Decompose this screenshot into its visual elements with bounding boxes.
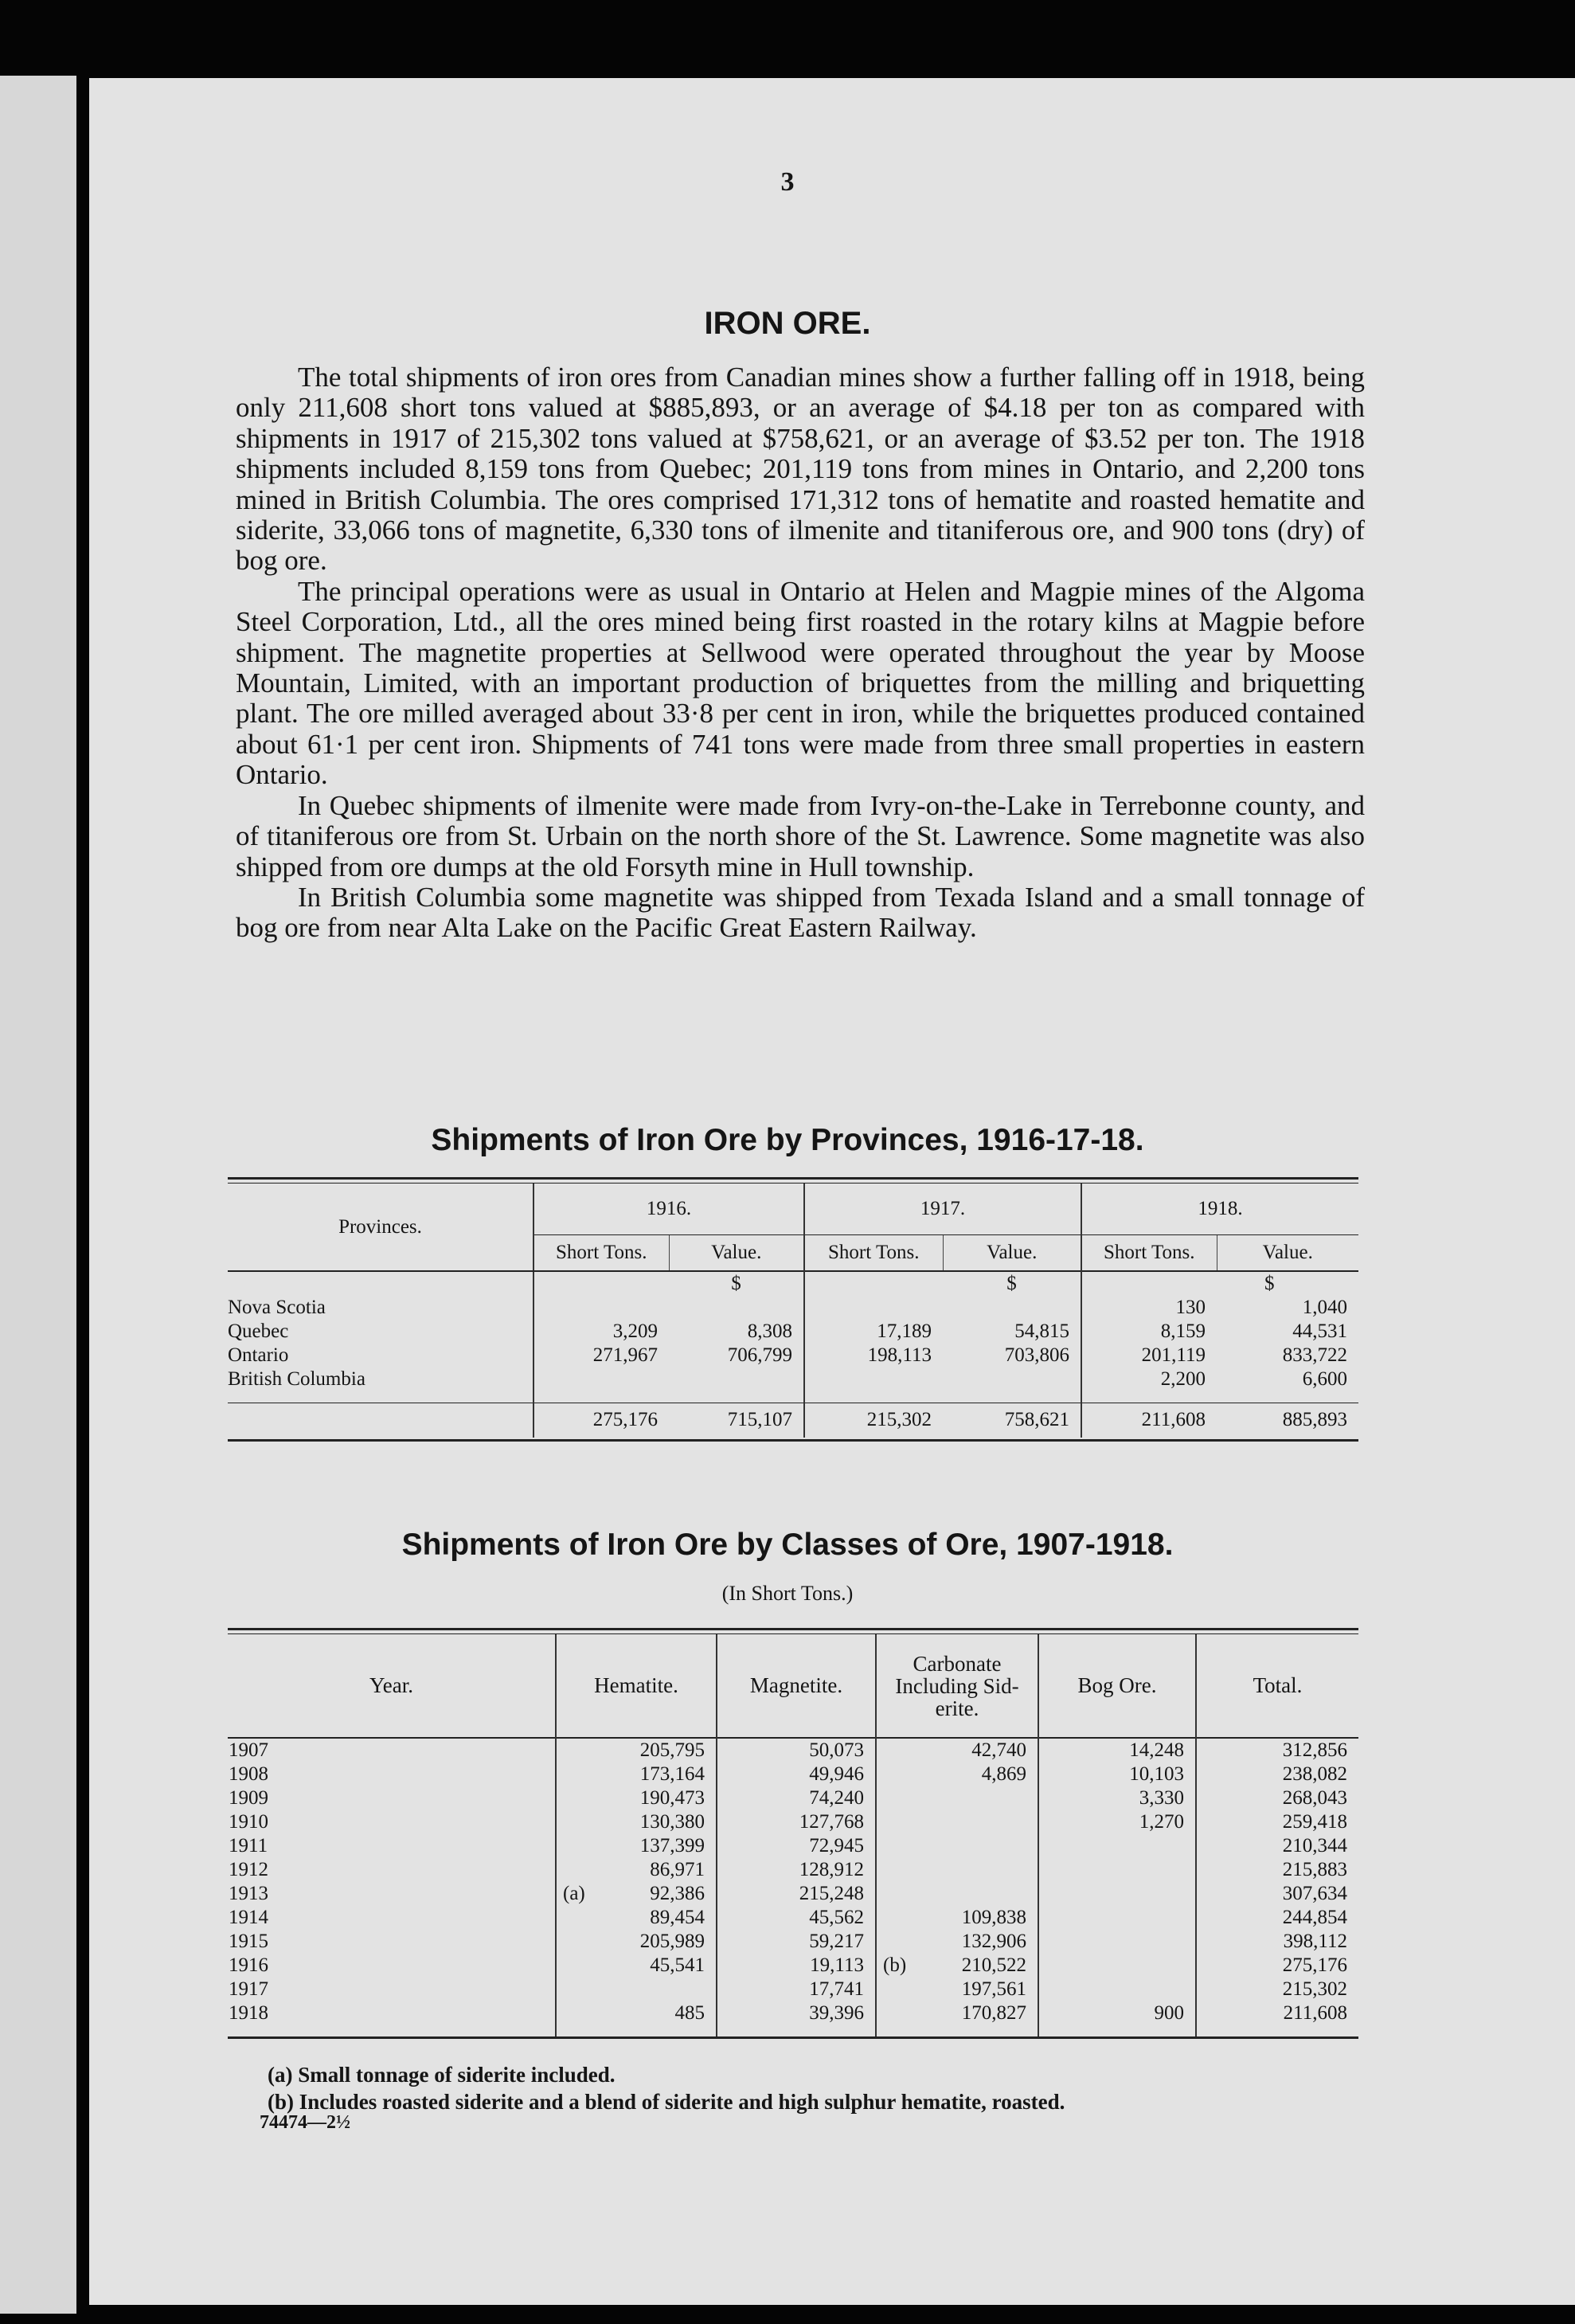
table2-footnote-marker-b: (b)	[883, 1954, 907, 1976]
table1-row	[228, 1320, 1358, 1344]
table2-year-value: 1907	[229, 1739, 268, 1761]
table2-total	[1196, 1810, 1358, 1834]
table2-row	[228, 1882, 1358, 1906]
table2-year	[228, 1738, 556, 1763]
table1-tons-1917	[804, 1296, 943, 1320]
table2-total-value: 215,883	[1282, 1859, 1347, 1880]
table1	[228, 1177, 1358, 1442]
table2-bog-ore-value: 3,330	[1139, 1787, 1184, 1809]
table2-row	[228, 1906, 1358, 1930]
table2-year	[228, 1858, 556, 1882]
table2-carbonate-value: 42,740	[971, 1739, 1026, 1761]
table2-carbonate	[876, 1763, 1038, 1786]
table2-year-value: 1914	[229, 1907, 268, 1928]
table2-hematite	[556, 1810, 717, 1834]
table2-hematite-value: 86,971	[650, 1859, 705, 1880]
table2-carbonate	[876, 1930, 1038, 1954]
table2-magnetite-value: 19,113	[810, 1954, 864, 1976]
table2-year	[228, 1834, 556, 1858]
table1-tons-1916	[533, 1296, 669, 1320]
table2-year	[228, 1882, 556, 1906]
table2-total-value: 307,634	[1282, 1883, 1347, 1904]
table1-total-row	[228, 1403, 1358, 1438]
table2-year	[228, 1810, 556, 1834]
table1-tons-1916: 3,209	[533, 1320, 669, 1344]
table2-carbonate	[876, 2001, 1038, 2025]
table1-sub-value-1918: Value.	[1262, 1241, 1313, 1263]
table2-total	[1196, 2001, 1358, 2025]
table2-hematite	[556, 1858, 717, 1882]
table2-carbonate-value: 197,561	[961, 1978, 1026, 2000]
table2-year-value: 1910	[229, 1811, 268, 1833]
table1-tons-1916: 271,967	[533, 1344, 669, 1367]
section-heading: IRON ORE.	[704, 306, 871, 341]
table1-value-1918: 44,531	[1292, 1320, 1347, 1342]
table2-row	[228, 1763, 1358, 1786]
table1-title: Shipments of Iron Ore by Provinces, 1916-17-18.	[431, 1123, 1144, 1157]
table1-tons-1918: 201,119	[1081, 1344, 1217, 1367]
table2-hematite-value: 130,380	[639, 1811, 705, 1833]
table1-value-1916	[669, 1367, 804, 1391]
table2-magnetite-value: 45,562	[809, 1907, 864, 1928]
table2-year-value: 1908	[229, 1763, 268, 1785]
table2-carbonate-value: 4,869	[981, 1763, 1026, 1785]
table2-row	[228, 1834, 1358, 1858]
table2-header-year: Year.	[369, 1673, 413, 1697]
table2-hematite-value: 89,454	[650, 1907, 705, 1928]
table2-carbonate	[876, 1738, 1038, 1763]
table1-dollar-1918: $	[1264, 1273, 1275, 1294]
table2-carbonate	[876, 1882, 1038, 1906]
paragraph-4: In British Columbia some magnetite was shipped from Texada Island and a small tonnage of bog ore from near Alta Lake on the Pacific Great Eastern Railway.	[236, 881, 1365, 944]
paragraph-3: In Quebec shipments of ilmenite were made from Ivry-on-the-Lake in Terrebonne county, and of titaniferous ore from St. Urbain on the north shore of the St. Lawrence. Some magnetite was also shipped from ore dumps at the old Forsyth mine in Hull township.	[236, 789, 1365, 882]
table2-total-value: 275,176	[1282, 1954, 1347, 1976]
table2-year-value: 1916	[229, 1954, 268, 1976]
table1-province-label: Ontario	[228, 1344, 289, 1366]
table2-hematite	[556, 1738, 717, 1763]
table2-total	[1196, 1954, 1358, 1978]
table2-magnetite	[717, 1906, 876, 1930]
table2-bog-ore-value: 900	[1154, 2002, 1184, 2024]
table1-grid	[228, 1184, 1358, 1438]
footnote-b: (b) Includes roasted siderite and a blend of siderite and high sulphur hematite, roasted.	[268, 2090, 1065, 2114]
table1-value-1917: 703,806	[1004, 1344, 1069, 1366]
table2-carbonate	[876, 1954, 1038, 1978]
table2-hematite	[556, 1954, 717, 1978]
table2-bog-ore	[1038, 1930, 1196, 1954]
table2-year-value: 1918	[229, 2002, 268, 2024]
table1-row	[228, 1296, 1358, 1320]
table1-province-label: Nova Scotia	[228, 1297, 326, 1318]
table2-carbonate	[876, 1858, 1038, 1882]
table1-value-1918: 1,040	[1302, 1297, 1347, 1318]
table2-magnetite	[717, 1930, 876, 1954]
table2-hematite-value: 205,795	[639, 1739, 705, 1761]
table1-tons-1916	[533, 1367, 669, 1391]
table1-tons-1918: 8,159	[1081, 1320, 1217, 1344]
table2-bog-ore	[1038, 1858, 1196, 1882]
table2-bog-ore	[1038, 1834, 1196, 1858]
table2-hematite-value: 485	[674, 2002, 705, 2024]
table1-value-1918: 833,722	[1282, 1344, 1347, 1366]
table2-year-value: 1913	[229, 1883, 268, 1904]
table1-sub-tons-1917: Short Tons.	[804, 1234, 943, 1271]
table2-hematite	[556, 1786, 717, 1810]
table2-magnetite-value: 50,073	[809, 1739, 864, 1761]
table2-hematite	[556, 1978, 717, 2001]
table1-sub-value-1916: Value.	[711, 1241, 762, 1263]
table2-magnetite	[717, 1858, 876, 1882]
table2-row	[228, 1978, 1358, 2001]
table1-total-tons-1916: 275,176	[533, 1403, 669, 1438]
table2-total-value: 211,608	[1283, 2002, 1347, 2024]
table2-total-value: 210,344	[1282, 1835, 1347, 1856]
table2	[228, 1628, 1358, 2039]
table2-hematite	[556, 1834, 717, 1858]
table1-tons-1918: 2,200	[1081, 1367, 1217, 1391]
table2-year	[228, 1930, 556, 1954]
table2-carbonate	[876, 1906, 1038, 1930]
table2-grid	[228, 1634, 1358, 2036]
table2-total	[1196, 1858, 1358, 1882]
table2-row	[228, 1954, 1358, 1978]
body-text	[236, 362, 1365, 944]
table2-row	[228, 2001, 1358, 2025]
table2-magnetite-value: 128,912	[799, 1859, 864, 1880]
table1-value-1917: 54,815	[1014, 1320, 1069, 1342]
table2-year-value: 1911	[229, 1835, 268, 1856]
table2-bog-ore	[1038, 1954, 1196, 1978]
table1-header-1917: 1917.	[804, 1184, 1081, 1234]
table2-row	[228, 1858, 1358, 1882]
table2-year-value: 1909	[229, 1787, 268, 1809]
table1-value-1918: 6,600	[1302, 1368, 1347, 1390]
table2-hematite	[556, 2001, 717, 2025]
table2-total-value: 244,854	[1282, 1907, 1347, 1928]
table2-bog-ore-value: 14,248	[1129, 1739, 1184, 1761]
table2-header-hematite: Hematite.	[556, 1634, 717, 1738]
table1-bottom-rule	[228, 1439, 1358, 1442]
table2-carbonate-value: 109,838	[961, 1907, 1026, 1928]
table1-value-1916: 706,799	[727, 1344, 792, 1366]
table2-total-value: 215,302	[1282, 1978, 1347, 2000]
table2-total-value: 398,112	[1283, 1931, 1347, 1952]
table2-year-value: 1915	[229, 1931, 268, 1952]
table2-carbonate-value: 210,522	[961, 1954, 1026, 1976]
table2-year	[228, 2001, 556, 2025]
table1-value-1917	[943, 1367, 1081, 1391]
table2-carbonate	[876, 1786, 1038, 1810]
table1-value-1916	[669, 1296, 804, 1320]
paragraph-1: The total shipments of iron ores from Canadian mines show a further falling off in 1918, being only 211,608 short tons valued at $885,893, or an average of $4.18 per ton as compared with shipments in 1917 of 215,302 tons valued at $758,621, or an average of $3.52 per ton. The 1918 shipments included 8,159 tons from Quebec; 201,119 tons from mines in Ontario, and 2,200 tons mined in British Columbia. The ores comprised 171,312 tons of hematite and roasted hematite and siderite, 33,066 tons of magnetite, 6,330 tons of ilmenite and titaniferous ore, and 900 tons (dry) of bog ore.	[236, 362, 1365, 577]
table1-header-1918: 1918.	[1081, 1184, 1358, 1234]
table1-sub-value-1917: Value.	[987, 1241, 1038, 1263]
table2-total	[1196, 1738, 1358, 1763]
table2-magnetite-value: 72,945	[809, 1835, 864, 1856]
table2-year-value: 1917	[229, 1978, 268, 2000]
table2-carbonate	[876, 1834, 1038, 1858]
table1-total-tons-1918: 211,608	[1081, 1403, 1217, 1438]
table2-magnetite-value: 39,396	[809, 2002, 864, 2024]
table2-row	[228, 1738, 1358, 1763]
table2-bog-ore	[1038, 1978, 1196, 2001]
table2-total-value: 259,418	[1282, 1811, 1347, 1833]
table1-total-value-1916: 715,107	[727, 1409, 792, 1431]
table2-total	[1196, 1906, 1358, 1930]
table2-magnetite-value: 127,768	[799, 1811, 864, 1833]
table1-province-label: British Columbia	[228, 1368, 365, 1390]
table1-tons-1918: 130	[1081, 1296, 1217, 1320]
table2-hematite-value: 205,989	[639, 1931, 705, 1952]
footnote-a: (a) Small tonnage of siderite included.	[268, 2063, 616, 2087]
table1-dollar-1916: $	[731, 1273, 741, 1294]
table1-total-value-1917: 758,621	[1004, 1409, 1069, 1431]
table1-top-rule	[228, 1177, 1358, 1184]
table1-total-value-1918: 885,893	[1282, 1409, 1347, 1431]
table2-top-rule	[228, 1628, 1358, 1634]
table2-hematite	[556, 1930, 717, 1954]
table2-unit: (In Short Tons.)	[721, 1582, 854, 1605]
table2-bog-ore-value: 1,270	[1139, 1811, 1184, 1833]
table2-bog-ore	[1038, 1906, 1196, 1930]
table2-total-value: 312,856	[1282, 1739, 1347, 1761]
table1-row	[228, 1344, 1358, 1367]
table2-header-total: Total.	[1196, 1634, 1358, 1738]
table1-sub-tons-1918: Short Tons.	[1081, 1234, 1217, 1271]
footnotes	[268, 2061, 1065, 2115]
table2-magnetite-value: 49,946	[809, 1763, 864, 1785]
table2-footnote-marker-a: (a)	[563, 1883, 585, 1904]
table2-magnetite	[717, 1954, 876, 1978]
table2-total	[1196, 1786, 1358, 1810]
page-number: 3	[780, 167, 795, 197]
table2-magnetite	[717, 1763, 876, 1786]
table2-magnetite	[717, 1786, 876, 1810]
table2-hematite-value: 92,386	[650, 1883, 705, 1904]
table1-dollar-1917: $	[1006, 1273, 1017, 1294]
table2-magnetite-value: 215,248	[799, 1883, 864, 1904]
table2-magnetite	[717, 1882, 876, 1906]
previous-page-edge	[0, 76, 76, 2314]
table2-total	[1196, 1882, 1358, 1906]
table2-magnetite-value: 74,240	[809, 1787, 864, 1809]
table2-bog-ore	[1038, 2001, 1196, 2025]
table2-magnetite	[717, 1978, 876, 2001]
table2-hematite-value: 137,399	[639, 1835, 705, 1856]
table2-total	[1196, 1834, 1358, 1858]
table2-magnetite	[717, 1738, 876, 1763]
table1-tons-1917: 17,189	[804, 1320, 943, 1344]
paragraph-2: The principal operations were as usual in Ontario at Helen and Magpie mines of the Algoma Steel Corporation, Ltd., all the ores mined being first roasted in the rotary kilns at Magpie before shipment. The magnetite properties at Sellwood were operated throughout the year by Moose Mountain, Limited, with an important production of briquettes from the milling and briquetting plant. The ore milled averaged about 33·8 per cent in iron, while the briquettes produced contained about 61·1 per cent iron. Shipments of 741 tons were made from three small properties in eastern Ontario.	[236, 575, 1365, 791]
table2-bottom-rule	[228, 2036, 1358, 2039]
table2-year	[228, 1978, 556, 2001]
table2-hematite	[556, 1906, 717, 1930]
table2-year	[228, 1763, 556, 1786]
table2-carbonate	[876, 1810, 1038, 1834]
table2-hematite	[556, 1763, 717, 1786]
table2-bog-ore	[1038, 1738, 1196, 1763]
table2-total-value: 268,043	[1282, 1787, 1347, 1809]
table1-total-tons-1917: 215,302	[804, 1403, 943, 1438]
table2-total-value: 238,082	[1282, 1763, 1347, 1785]
table2-hematite-value: 173,164	[639, 1763, 705, 1785]
table2-carbonate-value: 170,827	[961, 2002, 1026, 2024]
table2-year	[228, 1906, 556, 1930]
table2-header-magnetite: Magnetite.	[717, 1634, 876, 1738]
table2-hematite	[556, 1882, 717, 1906]
table2-year	[228, 1786, 556, 1810]
table1-province-label: Quebec	[228, 1320, 289, 1342]
table2-row	[228, 1786, 1358, 1810]
table2-carbonate	[876, 1978, 1038, 2001]
table1-header-provinces: Provinces.	[228, 1184, 533, 1271]
table2-bog-ore	[1038, 1763, 1196, 1786]
table1-tons-1917: 198,113	[804, 1344, 943, 1367]
table2-hematite-value: 45,541	[650, 1954, 705, 1976]
table1-row	[228, 1367, 1358, 1391]
table2-header-bog-ore: Bog Ore.	[1038, 1634, 1196, 1738]
table2-bog-ore	[1038, 1786, 1196, 1810]
table1-tons-1917	[804, 1367, 943, 1391]
table1-header-1916: 1916.	[533, 1184, 804, 1234]
table2-year	[228, 1954, 556, 1978]
table2-total	[1196, 1978, 1358, 2001]
table2-carbonate-value: 132,906	[961, 1931, 1026, 1952]
table2-bog-ore	[1038, 1810, 1196, 1834]
table2-year-value: 1912	[229, 1859, 268, 1880]
table2-total	[1196, 1763, 1358, 1786]
table2-magnetite-value: 59,217	[809, 1931, 864, 1952]
table2-header-carbonate: Carbonate Including Sid- erite.	[876, 1634, 1038, 1738]
table2-row	[228, 1930, 1358, 1954]
table1-sub-tons-1916: Short Tons.	[533, 1234, 669, 1271]
table2-magnetite-value: 17,741	[809, 1978, 864, 2000]
table2-hematite-value: 190,473	[639, 1787, 705, 1809]
table2-title: Shipments of Iron Ore by Classes of Ore, 1907-1918.	[401, 1528, 1174, 1562]
table2-total	[1196, 1930, 1358, 1954]
table2-row	[228, 1810, 1358, 1834]
printer-mark: 74474—2½	[260, 2112, 350, 2133]
table1-value-1917	[943, 1296, 1081, 1320]
table2-magnetite	[717, 2001, 876, 2025]
table2-bog-ore	[1038, 1882, 1196, 1906]
table1-value-1916: 8,308	[747, 1320, 792, 1342]
table2-bog-ore-value: 10,103	[1129, 1763, 1184, 1785]
table2-magnetite	[717, 1834, 876, 1858]
table2-magnetite	[717, 1810, 876, 1834]
